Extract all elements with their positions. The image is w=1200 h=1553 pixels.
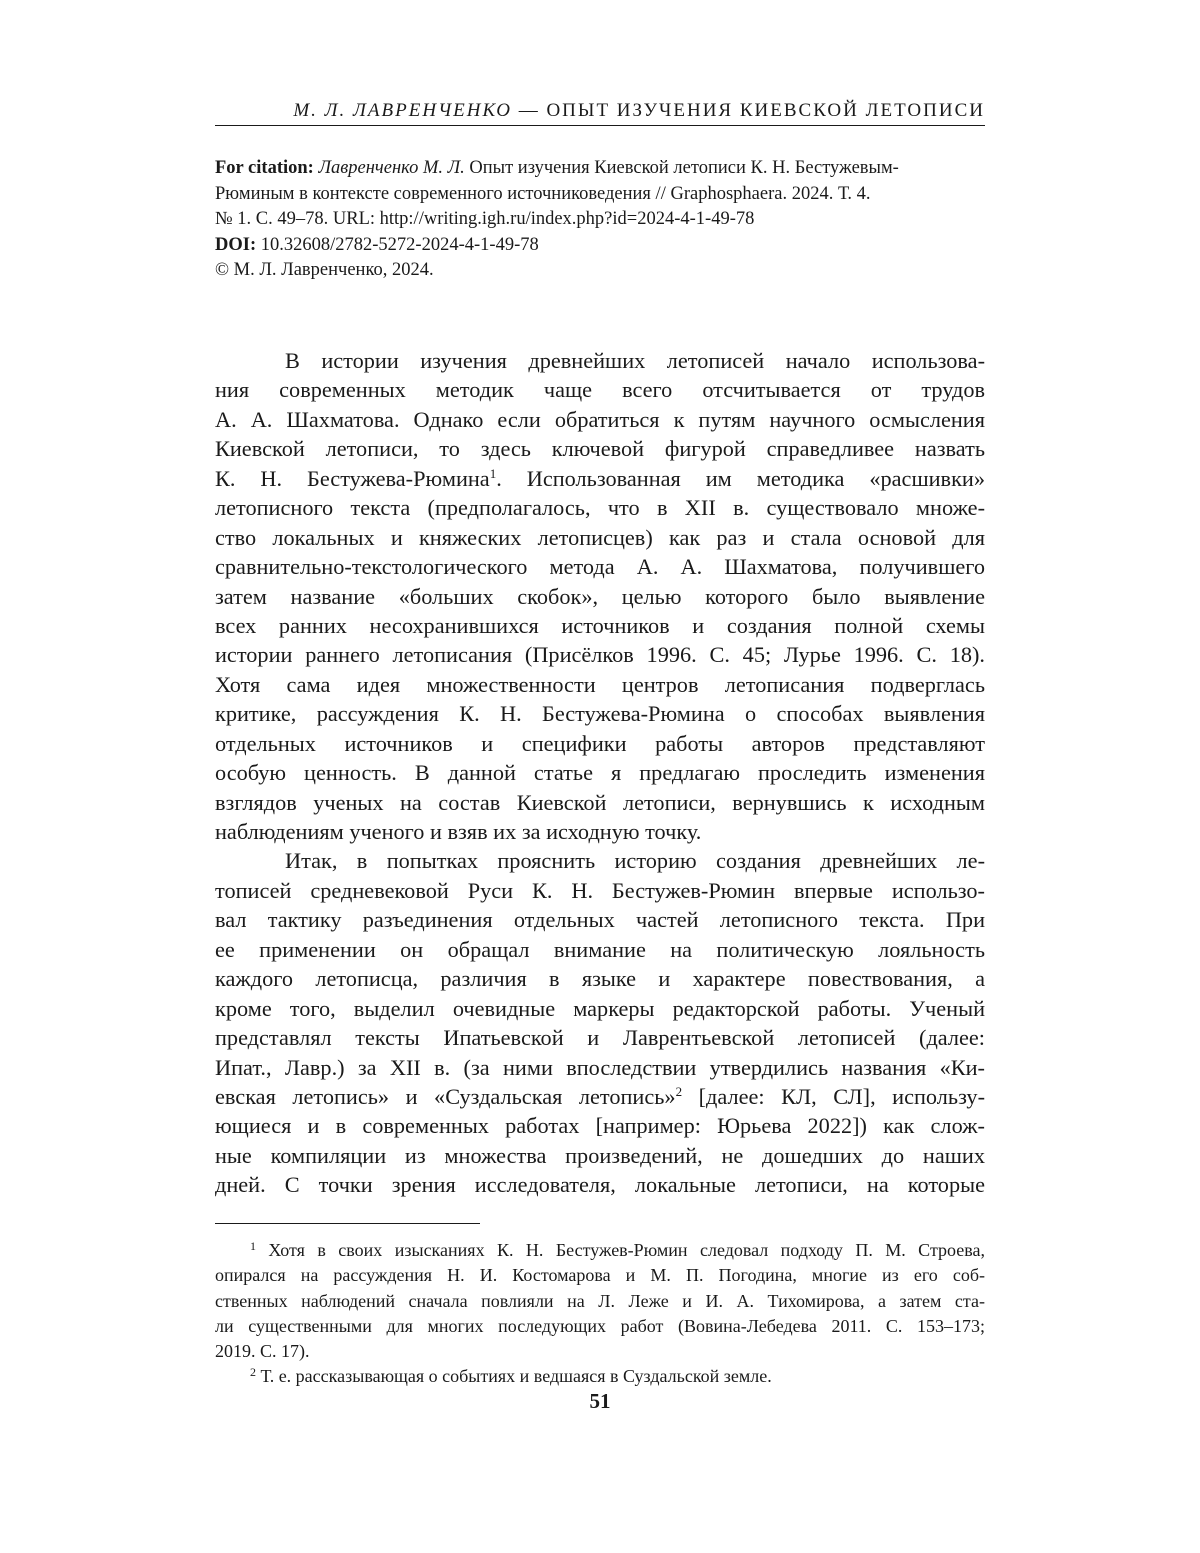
footnote-mark: 2 bbox=[250, 1365, 256, 1380]
footnote-line: ственных наблюдений сначала повлияли на Л. Леже и И. А. Тихомирова, а затем ста- bbox=[215, 1290, 985, 1311]
body-text-segment: [далее: КЛ, СЛ], использу- bbox=[682, 1083, 985, 1109]
body-line: каждого летописца, различия в языке и характере повествования, а bbox=[215, 966, 985, 992]
body-line: А. А. Шахматова. Однако если обратиться к путям научного осмысления bbox=[215, 406, 985, 432]
doi-value: 10.32608/2782-5272-2024-4-1-49-78 bbox=[256, 234, 539, 255]
body-text-segment: К. Н. Бестужева-Рюмина bbox=[215, 465, 490, 491]
body-line: В истории изучения древнейших летописей начало использова- bbox=[285, 348, 985, 373]
body-line: Итак, в попытках прояснить историю создания древнейших ле- bbox=[285, 848, 985, 874]
body-line: сравнительно-текстологического метода А. А. Шахматова, получившего bbox=[215, 554, 985, 580]
running-header-author: М. Л. ЛАВРЕНЧЕНКО bbox=[293, 100, 512, 121]
body-line: тописей средневековой Руси К. Н. Бестужев-Рюмин впервые использо- bbox=[215, 877, 985, 903]
page-number: 51 bbox=[589, 1389, 611, 1413]
article-body bbox=[215, 346, 985, 1200]
footnote-line bbox=[215, 1238, 985, 1263]
footnote-line: 2019. С. 17). bbox=[215, 1341, 310, 1362]
footnote-ref[interactable]: 1 bbox=[489, 465, 497, 481]
doi-label: DOI: bbox=[215, 234, 257, 255]
footnote-rule bbox=[215, 1223, 480, 1224]
citation-line: № 1. С. 49–78. URL: http://writing.igh.ru/index.php?id=2024-4-1-49-78 bbox=[215, 209, 755, 229]
running-header bbox=[215, 98, 985, 124]
footnote-ref[interactable]: 2 bbox=[675, 1083, 683, 1099]
body-line: отдельных источников и специфики работы авторов представляют bbox=[215, 730, 985, 756]
running-header-separator: — bbox=[511, 100, 547, 121]
citation-label: For citation: bbox=[215, 158, 314, 178]
body-line: Ипат., Лавр.) за XII в. (за ними впоследствии утвердились названия «Ки- bbox=[215, 1054, 985, 1080]
copyright-line: © М. Л. Лавренченко, 2024. bbox=[215, 260, 434, 280]
footnotes bbox=[215, 1238, 985, 1390]
body-line: критике, рассуждения К. Н. Бестужева-Рюмина о способах выявления bbox=[215, 701, 985, 727]
body-line: летописного текста (предполагалось, что в XII в. существовало множе- bbox=[215, 495, 985, 521]
body-line: ющиеся и в современных работах [например: Юрьева 2022]) как слож- bbox=[215, 1113, 985, 1139]
footnote-mark: 1 bbox=[250, 1239, 256, 1253]
body-line: кроме того, выделил очевидные маркеры редакторской работы. Ученый bbox=[215, 995, 985, 1021]
citation-line: Рюминым в контексте современного источниковедения // Graphosphaera. 2024. Т. 4. bbox=[215, 183, 871, 204]
citation-line bbox=[215, 156, 985, 182]
doi-line bbox=[215, 233, 985, 259]
body-line: затем название «больших скобок», целью которого было выявление bbox=[215, 583, 985, 609]
running-header-title: ОПЫТ ИЗУЧЕНИЯ КИЕВСКОЙ ЛЕТОПИСИ bbox=[546, 100, 985, 121]
citation-text: Опыт изучения Киевской летописи К. Н. Бестужевым- bbox=[464, 158, 899, 178]
footnote-line bbox=[215, 1364, 985, 1389]
footnote-text: Т. е. рассказывающая о событиях и ведшаяся в Суздальской земле. bbox=[256, 1366, 772, 1387]
body-line: ные компиляции из множества произведений, не дошедших до наших bbox=[215, 1142, 985, 1168]
body-line: ство локальных и княжеских летописцев) как раз и стала основой для bbox=[215, 524, 985, 550]
citation-author: Лавренченко М. Л. bbox=[318, 158, 465, 178]
body-line: особую ценность. В данной статье я предлагаю проследить изменения bbox=[215, 760, 985, 786]
header-rule bbox=[215, 125, 985, 126]
body-line: дней. С точки зрения исследователя, локальные летописи, на которые bbox=[215, 1172, 985, 1198]
body-line: Киевской летописи, то здесь ключевой фигурой справедливее назвать bbox=[215, 436, 985, 462]
body-text-segment: евская летопись» и «Суздальская летопись» bbox=[215, 1083, 676, 1109]
footnote-line: ли существенными для многих последующих работ (Вовина-Лебедева 2011. С. 153–173; bbox=[215, 1315, 985, 1336]
body-line: взглядов ученых на состав Киевской летописи, вернувшись к исходным bbox=[215, 789, 985, 815]
body-line: представлял тексты Ипатьевской и Лаврентьевской летописей (далее: bbox=[215, 1025, 985, 1051]
body-line bbox=[215, 464, 985, 493]
body-line: истории раннего летописания (Присёлков 1996. С. 45; Лурье 1996. С. 18). bbox=[215, 642, 985, 668]
footnote-text: Хотя в своих изысканиях К. Н. Бестужев-Рюмин следовал подходу П. М. Строева, bbox=[256, 1240, 985, 1260]
body-line: Хотя сама идея множественности центров летописания подверглась bbox=[215, 671, 985, 697]
citation-block bbox=[215, 156, 985, 284]
journal-page bbox=[215, 0, 985, 1553]
footnote-line: опирался на рассуждения Н. И. Костомарова и М. П. Погодина, многие из его соб- bbox=[215, 1265, 985, 1286]
body-line: всех ранних несохранившихся источников и создания полной схемы bbox=[215, 612, 985, 638]
body-line bbox=[215, 1082, 985, 1111]
body-line: вал тактику разъединения отдельных частей летописного текста. При bbox=[215, 907, 985, 933]
body-line: ния современных методик чаще всего отсчитывается от трудов bbox=[215, 377, 985, 403]
body-line: ее применении он обращал внимание на политическую лояльность bbox=[215, 936, 985, 962]
body-text-segment: . Использованная им методика «расшивки» bbox=[496, 465, 985, 491]
body-line: наблюдениям ученого и взяв их за исходную точку. bbox=[215, 819, 702, 844]
